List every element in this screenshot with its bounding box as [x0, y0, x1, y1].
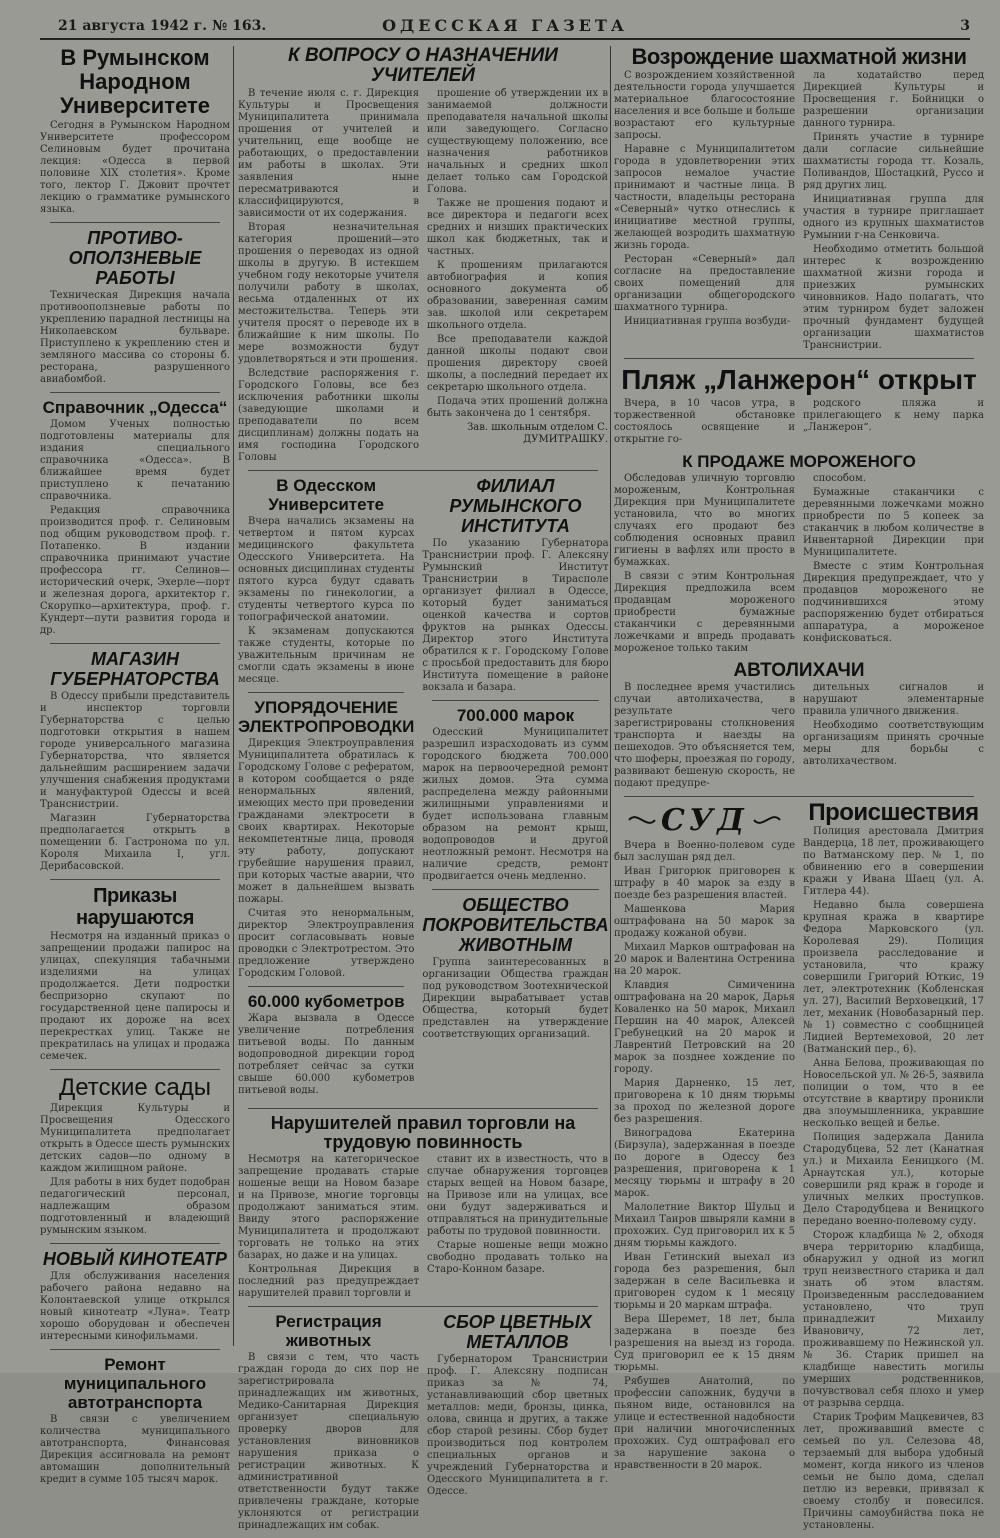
paragraph: Жара вызвала в Одессе увеличение потребления питьевой воды. По данным водопроводной дирекции город потребляет сейчас за сутки свыше 60.000 кубометров питьевой воды.: [238, 1013, 415, 1096]
paragraph: В связи с увеличением количества муниципального автотранспорта, Финансовая Дирекция ассигновала на ремонт автомашин дополнительный кредит в сумме 105 тысяч марок.: [40, 1414, 230, 1485]
paragraph: Все преподаватели каждой данной школы подают свои прошения директору своей школы, а последний передает их секретарю школьного отдела.: [427, 334, 608, 393]
article: [422, 895, 608, 1041]
article-title: ПРОТИВО-ОПОЛЗНЕВЫЕ РАБОТЫ: [68, 228, 202, 288]
paragraph: Считая это ненормальным, директор Электроуправления просит согласовывать новые проводки с Электротрестом. Это предложение утверждено Городским Головой.: [238, 908, 415, 979]
court-logo: [614, 802, 795, 838]
paragraph: Магазин Губернаторства предполагается открыть в помещении б. Гастронома по ул. Короля Михаила I, угл. Дерибасовской.: [40, 813, 230, 872]
article-body: [803, 826, 984, 1532]
article-title: 700.000 марок: [456, 706, 575, 725]
article-title: Справочник „Одесса“: [42, 398, 228, 417]
ornament-icon: [627, 810, 657, 830]
sub-column: [238, 1312, 419, 1538]
article-body: [427, 86, 608, 464]
paragraph: способом.: [813, 473, 866, 484]
article-body: [803, 680, 984, 790]
sub-column: [427, 1312, 608, 1538]
paragraph: Губернатором Транснистрии проф. Г. Алексяну подписан приказ за № 74, устанавливающий сбор цветных металлов: меди, бронзы, цинка, олова, свинца и других, а также сбор старой резины. Сбор будет производиться под контролем специальных органов и учреждений Губернаторства и Одесского Муниципалитета в г. Одессе.: [427, 1354, 608, 1497]
separator: [50, 879, 220, 880]
article: [238, 992, 414, 1097]
paragraph: Старик Трофим Мацкевичев, 83 лет, проживавший вместе с семьей по ул. Селезова 48, терзаемый для выбора удобный момент, когда никого из членов семьи не было дома, сделал петлю из веревки, привязал к своему столбу и повесился. Причины самоубийства пока не установлены.: [803, 1412, 984, 1531]
article-signature: Зав. школьным отделом С. ДУМИТРАШКУ.: [467, 422, 608, 445]
paragraph: В связи с тем, что часть граждан города до сих пор не зарегистрировала принадлежащих им животных, Медико-Санитарная Дирекция организует специальную проверку дворов для установления виновников нарушения приказа о регистрации животных. К административной ответственности будут также привлечены граждане, которые уклоняются от регистрации принадлежащих им собак.: [238, 1352, 419, 1531]
column-rule: [610, 46, 611, 1346]
article: [40, 398, 230, 637]
paragraph: Иван Гетинский выехал из города без разрешения, был задержан в селе Васильевка и приговорен судом к 1 месяцу тюрьмы и 20 маркам штрафа.: [614, 1252, 795, 1311]
article-chess: [614, 46, 984, 352]
article: [238, 698, 414, 980]
article-speeders: [614, 661, 984, 790]
article-body: [614, 68, 795, 352]
paragraph: В течение июля с. г. Дирекция Культуры и Просвещения Муниципалитета принимала прошения от учителей и учительниц, еще вообще не работающих, о предоставлении им работы в школах. Эти заявления ныне пересматриваются и классифицируются, в зависимости от их содержания.: [238, 88, 419, 219]
article-title: ФИЛИАЛ РУМЫНСКОГО ИНСТИТУТА: [449, 476, 582, 536]
separator: [248, 692, 404, 693]
paragraph: Одесский Муниципалитет разрешил израсходовать из сумм городского бюджета 700.000 марок на первоочередной ремонт жилых домов. Эта сумма распределена между районными жилищными управлениями и будет использована главным образом на ремонт крыш, водопроводов и другой неотложный ремонт. Несмотря на наличие средств, ремонт продвигается очень медленно.: [422, 727, 609, 882]
paragraph: Сегодня в Румынском Народном Университете профессором Селиновым будет прочитана лекция: «Одесса в первой половине XIX столетия». Кроме того, лектор Г. Джовит прочтет лекцию о грамматике румынского языка.: [40, 120, 230, 215]
paragraph: Ресторан «Северный» дал согласие на предоставление своих помещений для организации общегородского шахматного турнира.: [614, 254, 795, 313]
paragraph: Полиция задержала Данила Стародубцева, 52 лет (Канатная ул.) и Михаила Ееницкого (М. Арнаутская ул.), которые совершили ряд краж в городе и уличных мелких проступков. Дело Стародубцева и Веницкого передано военно-полевому суду.: [803, 1132, 984, 1227]
paragraph: Виноградова Екатерина (Бирзула), задержанная в поезде по дороге в Одессу без разрешения, приговорена к 1 месяцу тюрьмы и штрафу в 20 марок.: [614, 1128, 795, 1199]
article-beach: [614, 364, 984, 446]
paragraph: Клавдия Симиченина оштрафована на 20 марок, Дарья Коваленко на 50 марок, Михаил Першин на 40 марок, Алексей Гребунецкий на 20 марок и Лаврентий Петровский на 20 марок за позднее хождение по городу.: [614, 980, 795, 1075]
article: [40, 228, 230, 386]
separator: [50, 1349, 220, 1350]
article-body: [803, 396, 984, 446]
paragraph: Мария Дарненко, 15 лет, приговорена к 10 дням тюрьмы за проход по железной дороге без разрешения.: [614, 1078, 795, 1125]
article-body: [614, 396, 795, 446]
paragraph: Бумажные стаканчики с деревянными ложечками можно приобрести по 5 копеек за стаканчик в любом количестве в Инвентарной Дирекции при Муниципалитете.: [803, 487, 984, 558]
article-title: В Одесском Университете: [268, 476, 385, 514]
article-title: Приказы нарушаются: [76, 885, 194, 929]
paragraph: К прошениям прилагаются автобиография и копия основного документа об образовании, заверенная самим зав. школой или секретарем школьного отдела.: [427, 260, 608, 331]
paragraph: В связи с этим Контрольная Дирекция предложила всем продавцам мороженого приобрести бумажные стаканчики с деревянными ложечками и впредь продавать мороженое только таким: [614, 571, 795, 654]
separator: [432, 700, 598, 701]
paragraph: Группа заинтересованных в организации Общества граждан под руководством Зоотехнической Дирекции вырабатывает устав Общества, который будет представлен на утверждение соответствующих организаций.: [422, 957, 609, 1040]
paragraph: Инициативная группа для участия в турнире приглашает одного из крупных шахматистов Румынии г-на Сенковича.: [803, 194, 984, 241]
article-title: 60.000 кубометров: [247, 992, 405, 1011]
article-title: Ремонт муниципального автотранспорта: [63, 1355, 207, 1412]
article-title: Возрождение шахматной жизни: [631, 44, 967, 69]
paragraph: Вера Шеремет, 18 лет, была задержана в поезде без разрешения на выезд из города. Суд приговорил ее к 15 дням тюрьмы.: [614, 1314, 795, 1373]
masthead: [40, 14, 970, 40]
article-ice-cream: [614, 452, 984, 655]
article: [40, 1355, 230, 1486]
separator: [432, 889, 598, 890]
paragraph: Также не прошения подают и все директора и педагоги всех средних и низших практических школ как бюджетных, так и частных.: [427, 198, 608, 257]
article-title: Нарушителей правил торговли на трудовую повинность: [270, 1113, 576, 1152]
page-number: 3: [960, 18, 970, 34]
ornament-icon: [752, 810, 782, 830]
article-title: Регистрация животных: [275, 1312, 382, 1350]
paragraph: Михаил Марков оштрафован на 20 марок и Валентина Остренина на 20 марок.: [614, 942, 795, 977]
paragraph: Дирекция Электроуправления Муниципалитета обратилась к Городскому Голове с рефератом, в котором сообщается о ряде ненормальных явлений, имеющих место при проведении гражданами электросети в своих квартирах. Некоторые некомпетентные лица, проводя эту работу, допускают грубейшие нарушения правил, при которых частые аварии, что может в дальнейшем вызвать пожары.: [238, 738, 415, 905]
article: [40, 1075, 230, 1237]
paragraph: Техническая Дирекция начала противооползневые работы по укреплению парадной лестницы на Николаевском бульваре. Приступлено к укреплению стен и земляного массива со стороны б. ресторана, разрушенного авиабомбой.: [40, 290, 230, 385]
paragraph: В Одессу прибыли представитель и инспектор торговли Губернаторства с целью подготовки открытия в нашем городе универсального магазина Губернаторства, что является дальнейшим расширением задачи улучшения снабжения продуктами и мануфактурой Одессы и всей Транснистрии.: [40, 691, 230, 810]
paragraph: Сторож кладбища № 2, обходя вчера территорию кладбища, обнаружил у одной из могил труп неизвестного старика и дал знать об этом властям. Произведенным расследованием установлено, что труп принадлежит Михаилу Ивановичу, 72 лет, проживавшему по Нежинской ул. № 36. Старик пришел на кладбище навестить могилы умерших родственников, почувствовал себя плохо и умер от разрыва сердца.: [803, 1230, 984, 1409]
paragraph: прошение об утверждении их в занимаемой должности преподавателя начальной школы или заведующего. Согласно существующему положению, все назначения работников начальных и средних школ делает только сам Городской Голова.: [427, 88, 608, 195]
paragraph: Иван Григорюк приговорен к штрафу в 40 марок за езду в поезде без разрешения властей.: [614, 866, 795, 901]
article: [238, 476, 414, 686]
issue-date: 21 августа 1942 г. № 163.: [58, 18, 267, 34]
paragraph: Для работы в них будет подобран педагогический персонал, надлежащим образом подготовленный и владеющий румынским языком.: [40, 1177, 230, 1236]
article: [40, 46, 230, 216]
paragraph: Малолетние Виктор Шульц и Михаил Таиров швыряли камни в прохожих. Суд приговорил их к 5 дням тюрьмы каждого.: [614, 1202, 795, 1249]
separator: [50, 222, 220, 223]
article: [427, 1312, 608, 1498]
article-title: МАГАЗИН ГУБЕРНАТОРСТВА: [50, 649, 220, 689]
paragraph: К экзаменам допускаются также студенты, которые по уважительным причинам не смогли сдать экзамены в июне месяце.: [238, 626, 415, 685]
article-body: [803, 471, 984, 655]
article-body: [427, 1152, 608, 1300]
article-body: [614, 471, 795, 655]
article: [40, 649, 230, 873]
separator: [50, 392, 220, 393]
separator: [248, 1306, 598, 1307]
article-title: Пляж „Ланжерон“ открыт: [621, 364, 977, 395]
paragraph: В последнее время участились случаи автолихачества, в результате чего зарегистрированы столкновения транспорта и наезды на пешеходов. Это объясняется тем, что шоферы, проезжая по городу, развивают бешеную скорость, не подают предупре-: [614, 682, 795, 789]
article: [40, 885, 230, 1063]
paragraph: Дирекция Культуры и Просвещения Одесского Муниципалитета предполагает открыть в Одессе шесть румынских детских садов—по одному в каждом жилищном районе.: [40, 1103, 230, 1174]
article-title: К ПРОДАЖЕ МОРОЖЕНОГО: [682, 452, 916, 471]
paragraph: Домом Ученых полностью подготовлены материалы для издания специального справочника «Одесса». В ближайшее время будет приступлено к печатанию справочника.: [40, 419, 230, 502]
column-center: [238, 45, 609, 1531]
article-body: [614, 680, 795, 790]
court-logo-text: СУД: [661, 802, 748, 838]
article-title: СБОР ЦВЕТНЫХ МЕТАЛЛОВ: [443, 1312, 592, 1352]
paragraph: Вместе с этим Контрольная Дирекция предупреждает, что у продавцов мороженого не подчинившихся этому распоряжению будет отбираться аппаратура, а мороженое конфисковаться.: [803, 561, 984, 644]
paragraph: С возрождением хозяйственной деятельности города улучшается материальное благосостояние населения и все больше и больше возрастают его культурные запросы.: [614, 70, 795, 141]
paragraph: Машенкова Мария оштрафована на 50 марок за продажу кожаной обуви.: [614, 904, 795, 939]
paragraph: Несмотря на категорическое запрещение продавать старые ношеные вещи на Новом базаре и на Привозе, многие торговцы продолжают заниматься этим. Ввиду этого распоряжение Муниципалитета и продолжают торговать не только на этих базарах, но даже и на улицах.: [238, 1154, 419, 1261]
separator: [248, 1108, 598, 1109]
paragraph: Недавно была совершена крупная кража в квартире Федора Марковского (ул. Королевая 29). Полиция произвела расследование и установила, что кражу совершили Григорий Юткис, 19 лет, электротехник (Кобленская ул. 27), Василий Верховецкий, 17 лет, механик (Новобазарный пер. № 1) совместно с сообщницей Лидией Вертемеховой, 20 лет (Ватманский пер., 6).: [803, 900, 984, 1055]
article: [422, 706, 608, 883]
paragraph: Необходимо отметить большой интерес к возрождению шахматной жизни города и приезжих румынских чиновников. Надо полагать, что этим турниром будет заложен прочный фундамент будущей организации шахматистов Транснистрии.: [803, 244, 984, 351]
paragraph: Инициативная группа возбуди-: [624, 316, 791, 327]
article-body: [238, 86, 419, 464]
paragraph: Вследствие распоряжения г. Городского Головы, все без исключения работники школы (заведующие школами и преподаватели по всем дисциплинам) должны подать на имя господина Городского Головы: [238, 368, 419, 463]
separator: [50, 1069, 220, 1070]
article-title: ОБЩЕСТВО ПОКРОВИТЕЛЬСТВА ЖИВОТНЫМ: [422, 895, 609, 955]
article-title: УПОРЯДОЧЕНИЕ ЭЛЕКТРОПРОВОДКИ: [238, 698, 415, 736]
paragraph: Обследовав уличную торговлю мороженым, Контрольная Дирекция при Муниципалитете установила, что во многих случаях его продают без соблюдения основных правил гигиены в вафлях или просто в бумажках.: [614, 473, 795, 568]
paragraph: Вчера в Военно-полевом суде был заслушан ряд дел.: [614, 840, 795, 863]
article-title: НОВЫЙ КИНОТЕАТР: [42, 1249, 228, 1269]
article-court: [614, 802, 795, 1532]
paragraph: Анна Белова, проживающая по Новосельской ул. № 26-5, заявила полиции о том, что в ее отсутствие в квартиру проникли два злоумышленника, укравшие несколько вещей и белье.: [803, 1058, 984, 1129]
paragraph: Несмотря на изданный приказ о запрещении продажи папирос на улицах, спекуляция табачными изделиями на улицах продолжается. Дети подростки беспризорно скупают по государственной цене папиросы и продают их дороже на всех перекрестках улиц. Также не прекратилась на улицах и продажа семечек.: [40, 931, 230, 1062]
paragraph: Редакция справочника производится проф. г. Селиновым под общим руководством проф. г. Потапенко. В издании справочника принимают участие профессора гг. Селинов—исторический очерк, Эхерле—порт и железная дорога, архитектор г. Скорупко—архитектура, проф. г. Кундерт—пути развития города и др.: [40, 505, 230, 636]
article-title: АВТОЛИХАЧИ: [733, 660, 865, 681]
paragraph: Вчера начались экзамены на четвертом и пятом курсах медицинского факультета Одесского Университета. На основных дисциплинах студенты пятого курса будут сдавать экзамены по гинекологии, а студенты четвертого курса по топографической анатомии.: [238, 516, 415, 623]
article-title: Детские сады: [58, 1074, 212, 1101]
article-title: Происшествия: [808, 799, 979, 826]
column-rule: [233, 46, 234, 1346]
column-left: [40, 45, 230, 1485]
separator: [248, 986, 404, 987]
paragraph: Подача этих прошений должна быть закончена до 1 сентября.: [427, 396, 608, 419]
article-incidents: [803, 799, 984, 1532]
separator: [624, 796, 974, 797]
paragraph: ла ходатайство перед Дирекцией Культуры и Просвещения г. Бойницки о разрешении организации данного турнира.: [803, 70, 984, 129]
paragraph: дительных сигналов и нарушают элементарные правила уличного движения.: [803, 682, 984, 717]
paragraph: По указанию Губернатора Транснистрии проф. Г. Алексяну Румынский Институт Транснистрии в Тирасполе организует филиал в Одессе, который будет заниматься оценкой качества и сортов фруктов на рынках Одессы. Директор этого Института обратился к г. Городскому Голове с просьбой предоставить для бюро Института помещение в районе вокзала и базара.: [422, 538, 609, 693]
article-teachers: [238, 46, 608, 464]
article-body: [803, 68, 984, 352]
paragraph: Для обслуживания населения рабочего района недавно на Колонтаевской улице открылся новый кинотеатр «Луна». Театр хорошо оборудован и обеспечен интересными кинофильмами.: [40, 1271, 230, 1342]
separator: [50, 643, 220, 644]
sub-column: [422, 476, 608, 1103]
separator: [624, 358, 974, 359]
paragraph: Вчера, в 10 часов утра, в торжественной обстановке состоялось освящение и открытие го-: [614, 398, 795, 445]
column-right: [614, 44, 984, 1531]
article: [238, 1312, 419, 1532]
paragraph: Рябушев Анатолий, по профессии сапожник, будучи в пьяном виде, остановился на улице и естественной надобности при наличии многочисленных прохожих. Суд оштрафовал его за нарушение закона о нравственности в 20 марок.: [614, 1376, 795, 1471]
sub-column: [238, 476, 414, 1103]
paragraph: Вторая незначительная категория прошений—это прошения о переводах из одной школы в другую. В истекшем учебном году некоторые учителя получили работу в школах, весьма отдаленных от их местожительства. Теперь эти учителя просят о переводе их в ближайшие к ним школы. По мере возможности будут удовлетворяться и эти прошения.: [238, 222, 419, 365]
paragraph: Наравне с Муниципалитетом города в удовлетворении этих запросов немалое участие принимают и частные лица. В частности, владельцы ресторана «Северный» чутко отнеслись к инициативе местной группы, желающей возродить шахматную жизнь города.: [614, 144, 795, 251]
separator: [248, 470, 598, 471]
article-title: К ВОПРОСУ О НАЗНАЧЕНИИ УЧИТЕЛЕЙ: [288, 45, 558, 86]
article-body: [238, 1152, 419, 1300]
paragraph: ставит их в известность, что в случае обнаружения торговцев старых вещей на Новом базаре, на Привозе или на улицах, все они будут задерживаться и отправляться на принудительные работы по трудовой повинности.: [427, 1154, 608, 1237]
article-title: В Румынском Народном Университете: [59, 45, 211, 118]
paragraph: Принять участие в турнире дали согласие сильнейшие шахматисты города тт. Козаль, Поливандов, Шостацкий, Руссо и ряд других лиц.: [803, 132, 984, 191]
article-body: [614, 840, 795, 1472]
newspaper-title: ОДЕССКАЯ ГАЗЕТА: [382, 16, 628, 35]
article-trade: [238, 1114, 608, 1300]
paragraph: родского пляжа и прилегающего к нему парка „Ланжерон“.: [803, 398, 984, 433]
paragraph: Контрольная Дирекция в последний раз предупреждает нарушителей правил торговли и: [238, 1264, 419, 1299]
paragraph: Полиция арестовала Дмитрия Вандерца, 18 лет, проживающего по Ватманскому пер. № 1, по обвинению его в совершении кражи у Ивана Шаец (ул. А. Гитлера 44).: [803, 826, 984, 897]
article: [422, 476, 608, 694]
paragraph: Необходимо соответствующим организациям принять срочные меры для борьбы с автолихачеством.: [803, 720, 984, 767]
paragraph: Старые ношеные вещи можно свободно продавать только на Старо-Конном базаре.: [427, 1240, 608, 1275]
separator: [50, 1243, 220, 1244]
article: [40, 1249, 230, 1343]
